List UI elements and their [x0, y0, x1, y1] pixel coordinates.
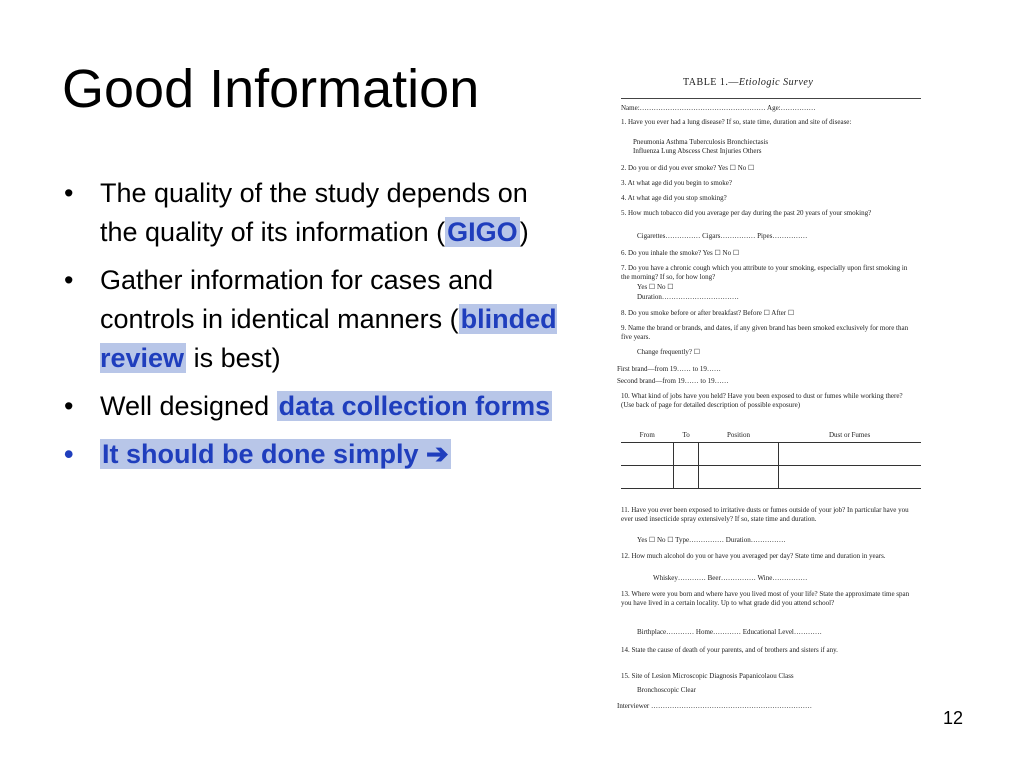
form-q11-sub: Yes ☐ No ☐ Type…………… Duration……………	[637, 536, 786, 544]
jobs-col-dust: Dust or Fumes	[778, 429, 921, 443]
bullet-item-gigo	[60, 174, 560, 252]
jobs-col-position: Position	[699, 429, 778, 443]
form-table-title: Etiologic Survey	[738, 77, 814, 88]
form-q7-duration: Duration……………………………	[637, 293, 739, 301]
form-q15: 15. Site of Lesion Microscopic Diagnosis Papanicolaou Class	[621, 672, 794, 680]
etiologic-survey-form-image	[613, 76, 921, 722]
form-table-label: TABLE 1.—	[683, 77, 739, 88]
bullet-item-blinded-review	[60, 261, 560, 378]
slide-title: Good Information	[62, 59, 480, 119]
bullet-list	[60, 174, 560, 483]
form-interviewer: Interviewer ……………………………………………………………	[617, 702, 813, 710]
gigo-highlight: GIGO	[447, 217, 518, 247]
form-jobs-table	[621, 429, 921, 489]
bullet-item-simply	[60, 435, 560, 474]
form-q10: 10. What kind of jobs have you held? Have you been exposed to dust or fumes while working there? (Use back of page for detailed description of possible exposure)	[621, 392, 903, 409]
form-q11: 11. Have you ever been exposed to irritative dusts or fumes outside of your job? In particular have you ever used insecticide spray extensively? If so, state time and duration.	[621, 506, 909, 523]
form-q9-sub: Change frequently? ☐	[637, 348, 701, 356]
form-q13: 13. Where were you born and where have you lived most of your life? State the approximate time span you have lived in a certain locality. Up to what grade did you attend school?	[621, 590, 910, 607]
form-q12-sub: Whiskey………… Beer…………… Wine……………	[653, 574, 808, 582]
form-q13-sub: Birthplace………… Home………… Educational Level…………	[637, 628, 822, 636]
form-q14: 14. State the cause of death of your parents, and of brothers and sisters if any.	[621, 646, 838, 654]
data-forms-highlight: data collection forms	[278, 391, 551, 421]
form-second-brand: Second brand—from 19…… to 19……	[617, 377, 729, 385]
bullet-1-end: )	[519, 217, 529, 247]
form-q1: 1. Have you ever had a lung disease? If so, state time, duration and site of disease:	[621, 118, 852, 126]
bullet-4-text	[100, 439, 451, 469]
form-q5-sub: Cigarettes…………… Cigars…………… Pipes……………	[637, 232, 808, 240]
bullet-marker: •	[64, 439, 74, 469]
form-top-rule	[621, 98, 921, 99]
bullet-item-data-forms	[60, 387, 560, 426]
form-q1-options-b: Influenza Lung Abscess Chest Injuries Others	[633, 147, 762, 155]
form-q4: 4. At what age did you stop smoking?	[621, 194, 727, 202]
bullet-2-end: is best)	[186, 343, 281, 373]
page-number: 12	[943, 708, 964, 728]
form-name-line: Name:……………………………………………… Age:……………	[621, 104, 816, 112]
arrow-right-icon: ➔	[426, 439, 449, 469]
form-q1-options-a: Pneumonia Asthma Tuberculosis Bronchiectasis	[633, 138, 769, 146]
form-q2: 2. Do you or did you ever smoke? Yes ☐ No ☐	[621, 164, 755, 172]
form-q12: 12. How much alcohol do you or have you averaged per day? State time and duration in years.	[621, 552, 886, 560]
form-q15-sub: Bronchoscopic Clear	[637, 686, 696, 694]
jobs-col-to: To	[674, 429, 699, 443]
form-first-brand: First brand—from 19…… to 19……	[617, 365, 721, 373]
bullet-2-text: Gather information for cases and controls in identical manners (	[100, 265, 494, 334]
bullet-marker: •	[64, 391, 74, 421]
jobs-col-from: From	[621, 429, 674, 443]
form-q6: 6. Do you inhale the smoke? Yes ☐ No ☐	[621, 249, 740, 257]
bullet-1-text: The quality of the study depends on the quality of its information (	[100, 178, 528, 247]
form-q5: 5. How much tobacco did you average per day during the past 20 years of your smoking?	[621, 209, 872, 217]
form-q8: 8. Do you smoke before or after breakfast? Before ☐ After ☐	[621, 309, 795, 317]
form-q7-sub: Yes ☐ No ☐	[637, 283, 674, 291]
form-q7: 7. Do you have a chronic cough which you attribute to your smoking, especially upon first smoking in the morning? If so, for how long?	[621, 264, 908, 281]
form-q9: 9. Name the brand or brands, and dates, if any given brand has been smoked exclusively for more than five years.	[621, 324, 909, 341]
blinded-review-highlight: blinded review	[100, 304, 557, 373]
bullet-marker: •	[64, 265, 74, 295]
bullet-4-label: It should be done simply	[102, 439, 427, 469]
bullet-3-text: Well designed	[100, 391, 277, 421]
bullet-marker: •	[64, 178, 74, 208]
form-q3: 3. At what age did you begin to smoke?	[621, 179, 733, 187]
form-title	[683, 78, 813, 87]
